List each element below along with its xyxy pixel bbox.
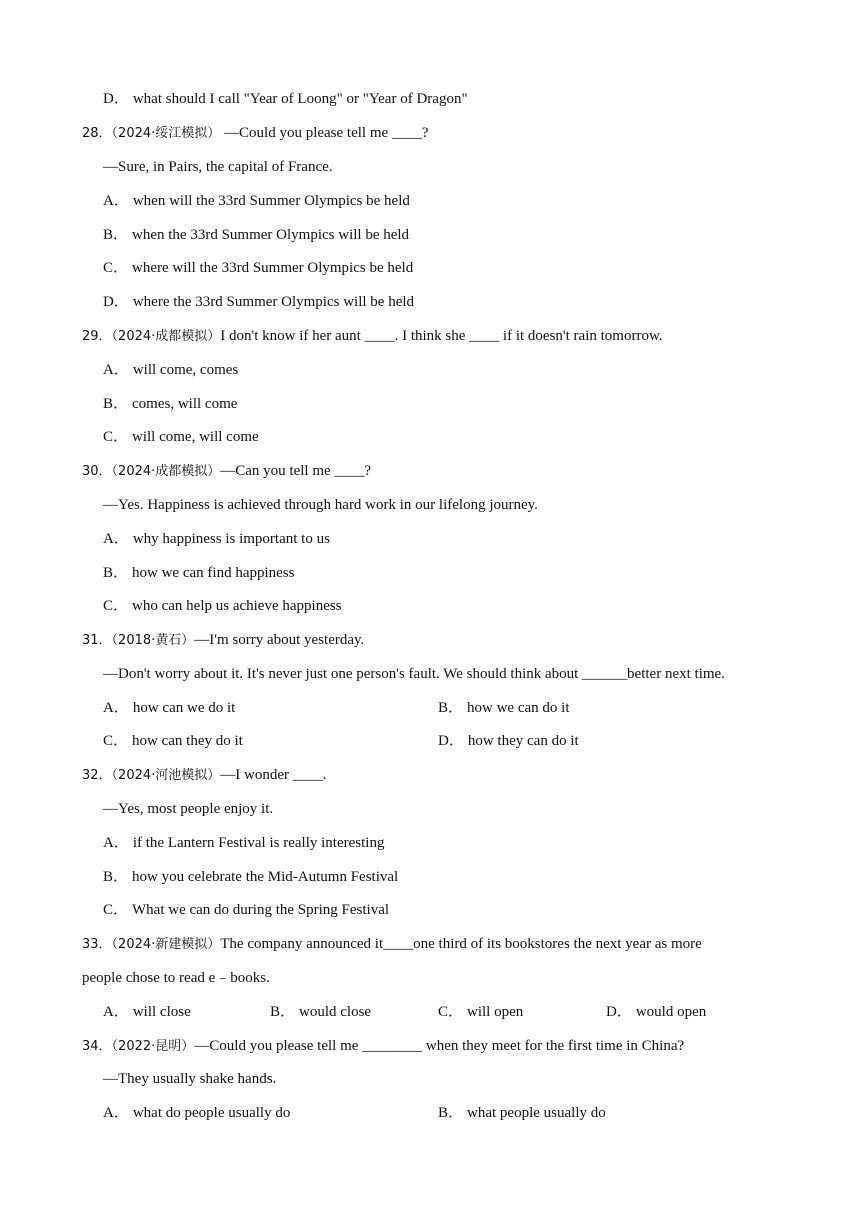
option-letter: A． bbox=[103, 700, 129, 716]
option-line bbox=[103, 698, 235, 718]
question-number: 30． bbox=[82, 464, 112, 479]
option-text: what people usually do bbox=[467, 1105, 606, 1121]
option-letter: C． bbox=[103, 429, 129, 445]
option-text: would open bbox=[635, 1004, 707, 1020]
option-letter: C． bbox=[103, 902, 129, 918]
question-continuation: people chose to read e﹣books. bbox=[82, 970, 270, 986]
option-line bbox=[438, 1002, 523, 1022]
option-line bbox=[103, 258, 413, 278]
option-letter: B． bbox=[103, 396, 129, 412]
option-text: will open bbox=[467, 1004, 524, 1020]
option-letter: A． bbox=[103, 1105, 129, 1121]
option-text: how you celebrate the Mid-Autumn Festival bbox=[132, 869, 399, 885]
question-number: 29． bbox=[82, 329, 112, 344]
option-text: when will the 33rd Summer Olympics be held bbox=[132, 193, 410, 209]
question-number: 32． bbox=[82, 768, 112, 783]
question-28 bbox=[82, 123, 429, 144]
question-33 bbox=[82, 934, 702, 955]
question-34 bbox=[82, 1036, 684, 1057]
option-line bbox=[103, 900, 389, 920]
option-text: how they can do it bbox=[467, 733, 579, 749]
option-text: how can they do it bbox=[132, 733, 243, 749]
option-text: will close bbox=[132, 1004, 191, 1020]
option-text: comes, will come bbox=[132, 396, 238, 412]
option-letter: A． bbox=[103, 1004, 129, 1020]
option-line bbox=[103, 731, 243, 751]
option-line bbox=[103, 1002, 191, 1022]
option-text: how we can find happiness bbox=[132, 565, 295, 581]
option-text: will come, will come bbox=[132, 429, 259, 445]
option-letter: A． bbox=[103, 193, 129, 209]
option-line bbox=[103, 1103, 290, 1123]
option-text: would close bbox=[299, 1004, 372, 1020]
option-line bbox=[103, 833, 384, 853]
option-letter: D． bbox=[438, 733, 464, 749]
option-letter: B． bbox=[270, 1004, 296, 1020]
question-number: 33． bbox=[82, 937, 112, 952]
option-line bbox=[103, 563, 294, 583]
option-letter: D． bbox=[103, 294, 129, 310]
dialog-line: —They usually shake hands. bbox=[103, 1071, 277, 1087]
option-letter: A． bbox=[103, 835, 129, 851]
option-line bbox=[438, 698, 570, 718]
question-text: —I'm sorry about yesterday. bbox=[194, 632, 365, 648]
option-letter: B． bbox=[103, 227, 129, 243]
option-letter: C． bbox=[103, 598, 129, 614]
option-text: where will the 33rd Summer Olympics be held bbox=[132, 260, 414, 276]
question-source: （2024·成都模拟） bbox=[111, 329, 221, 344]
option-text: what should I call "Year of Loong" or "Year of Dragon" bbox=[132, 91, 468, 107]
option-text: where the 33rd Summer Olympics will be held bbox=[132, 294, 415, 310]
option-line bbox=[103, 427, 259, 447]
option-line bbox=[103, 225, 409, 245]
question-source: （2024·河池模拟） bbox=[111, 768, 221, 783]
option-letter: C． bbox=[103, 260, 129, 276]
question-29 bbox=[82, 326, 663, 347]
question-text: I don't know if her aunt ____. I think she ____ if it doesn't rain tomorrow. bbox=[220, 328, 663, 344]
option-text: who can help us achieve happiness bbox=[132, 598, 342, 614]
option-text: what do people usually do bbox=[132, 1105, 291, 1121]
option-letter: B． bbox=[438, 700, 464, 716]
option-line bbox=[103, 596, 342, 616]
question-text: —Can you tell me ____? bbox=[220, 463, 372, 479]
option-text: when the 33rd Summer Olympics will be held bbox=[132, 227, 410, 243]
option-text: how we can do it bbox=[467, 700, 570, 716]
option-line bbox=[103, 360, 238, 380]
question-number: 28． bbox=[82, 126, 112, 141]
option-letter: D． bbox=[103, 91, 129, 107]
option-letter: A． bbox=[103, 531, 129, 547]
option-letter: B． bbox=[103, 869, 129, 885]
option-line bbox=[103, 89, 468, 109]
dialog-line: —Don't worry about it. It's never just one person's fault. We should think about ______better next time. bbox=[103, 666, 725, 682]
dialog-line: —Yes, most people enjoy it. bbox=[103, 801, 274, 817]
question-source: （2024·成都模拟） bbox=[111, 464, 221, 479]
dialog-line: —Sure, in Pairs, the capital of France. bbox=[103, 159, 333, 175]
option-line bbox=[438, 1103, 606, 1123]
option-letter: B． bbox=[438, 1105, 464, 1121]
option-text: how can we do it bbox=[132, 700, 236, 716]
question-text: —Could you please tell me ____? bbox=[220, 125, 429, 141]
option-line bbox=[438, 731, 579, 751]
option-text: if the Lantern Festival is really interesting bbox=[132, 835, 385, 851]
option-line bbox=[103, 529, 330, 549]
option-text: What we can do during the Spring Festival bbox=[132, 902, 390, 918]
option-line bbox=[270, 1002, 371, 1022]
option-line bbox=[103, 292, 414, 312]
question-32 bbox=[82, 765, 327, 786]
option-letter: B． bbox=[103, 565, 129, 581]
option-line bbox=[103, 191, 410, 211]
option-line bbox=[103, 394, 237, 414]
question-source: （2024·新建模拟） bbox=[111, 937, 221, 952]
option-text: why happiness is important to us bbox=[132, 531, 330, 547]
option-letter: D． bbox=[606, 1004, 632, 1020]
option-letter: A． bbox=[103, 362, 129, 378]
question-number: 34． bbox=[82, 1039, 112, 1054]
question-text: —I wonder ____. bbox=[220, 767, 327, 783]
question-number: 31． bbox=[82, 633, 112, 648]
option-text: will come, comes bbox=[132, 362, 239, 378]
question-text: The company announced it____one third of its bookstores the next year as more bbox=[220, 936, 702, 952]
option-line bbox=[606, 1002, 706, 1022]
question-30 bbox=[82, 461, 371, 482]
question-source: （2024·绥江模拟） bbox=[111, 126, 221, 141]
question-31 bbox=[82, 630, 364, 651]
dialog-line: —Yes. Happiness is achieved through hard work in our lifelong journey. bbox=[103, 497, 538, 513]
question-source: （2018·黄石） bbox=[111, 633, 195, 648]
option-line bbox=[103, 867, 398, 887]
option-letter: C． bbox=[438, 1004, 464, 1020]
question-text: —Could you please tell me ________ when they meet for the first time in China? bbox=[194, 1038, 685, 1054]
option-letter: C． bbox=[103, 733, 129, 749]
question-source: （2022·昆明） bbox=[111, 1039, 195, 1054]
